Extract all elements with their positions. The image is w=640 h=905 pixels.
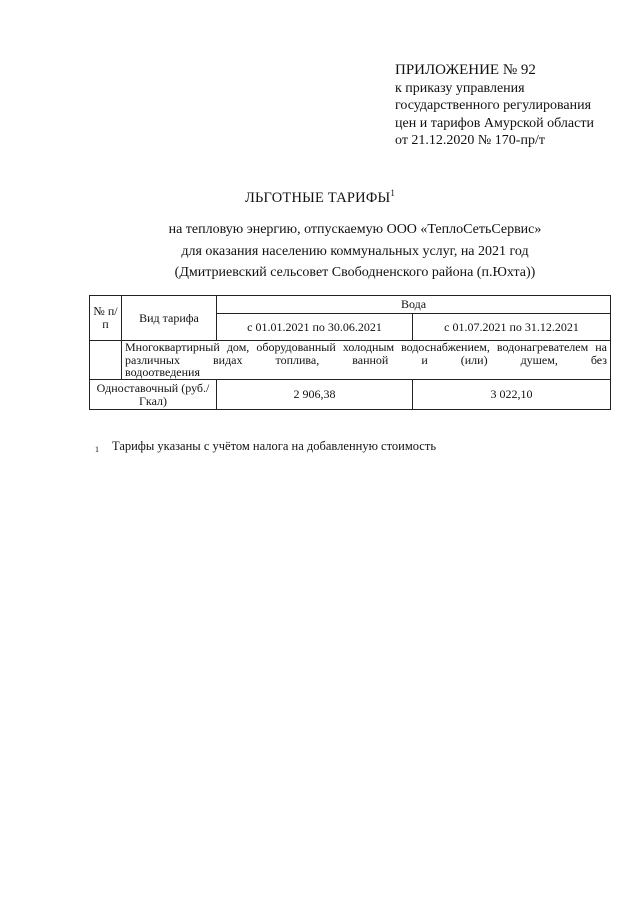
appendix-line: к приказу управления xyxy=(395,80,525,96)
subtitle-line: (Дмитриевский сельсовет Свободненского района (п.Юхта)) xyxy=(174,265,536,280)
table-row xyxy=(90,380,611,410)
header-period-2: с 01.07.2021 по 31.12.2021 xyxy=(413,314,611,341)
appendix-line: от 21.12.2020 № 170-пр/т xyxy=(395,133,545,148)
appendix-block xyxy=(395,62,635,150)
section-description-main: Многоквартирный дом, оборудованный холодным водоснабжением, водонагревателем на различных видах топлива, ванной и (или) душем, без xyxy=(125,340,607,367)
row-tariff-type: Одноставочный (руб./Гкал) xyxy=(90,380,217,410)
appendix-line: цен и тарифов Амурской области xyxy=(395,115,594,131)
subtitle-line: на тепловую энергию, отпускаемую ООО «ТеплоСетьСервис» xyxy=(168,222,542,237)
document-subtitle xyxy=(0,219,640,284)
subtitle-line: для оказания населению коммунальных услуг, на 2021 год xyxy=(181,243,529,259)
tariff-table xyxy=(89,295,611,410)
appendix-line: государственного регулирования xyxy=(395,98,592,113)
document-title xyxy=(0,190,640,207)
footnote xyxy=(95,439,436,454)
header-num: № п/п xyxy=(90,296,122,341)
header-tariff-type: Вид тарифа xyxy=(122,296,217,341)
footnote-text: Тарифы указаны с учётом налога на добавленную стоимость xyxy=(112,439,437,453)
section-num-cell xyxy=(90,341,122,380)
document-title-text: ЛЬГОТНЫЕ ТАРИФЫ xyxy=(244,190,391,206)
appendix-title: ПРИЛОЖЕНИЕ № 92 xyxy=(395,62,536,78)
row-value-period-2: 3 022,10 xyxy=(413,380,611,410)
row-value-period-1: 2 906,38 xyxy=(217,380,413,410)
header-water: Вода xyxy=(217,296,611,314)
section-description xyxy=(122,341,611,380)
section-description-end: водоотведения xyxy=(125,365,200,380)
header-period-1: с 01.01.2021 по 30.06.2021 xyxy=(217,314,413,341)
footnote-mark: 1 xyxy=(95,445,99,454)
title-footnote-mark: 1 xyxy=(390,188,396,199)
